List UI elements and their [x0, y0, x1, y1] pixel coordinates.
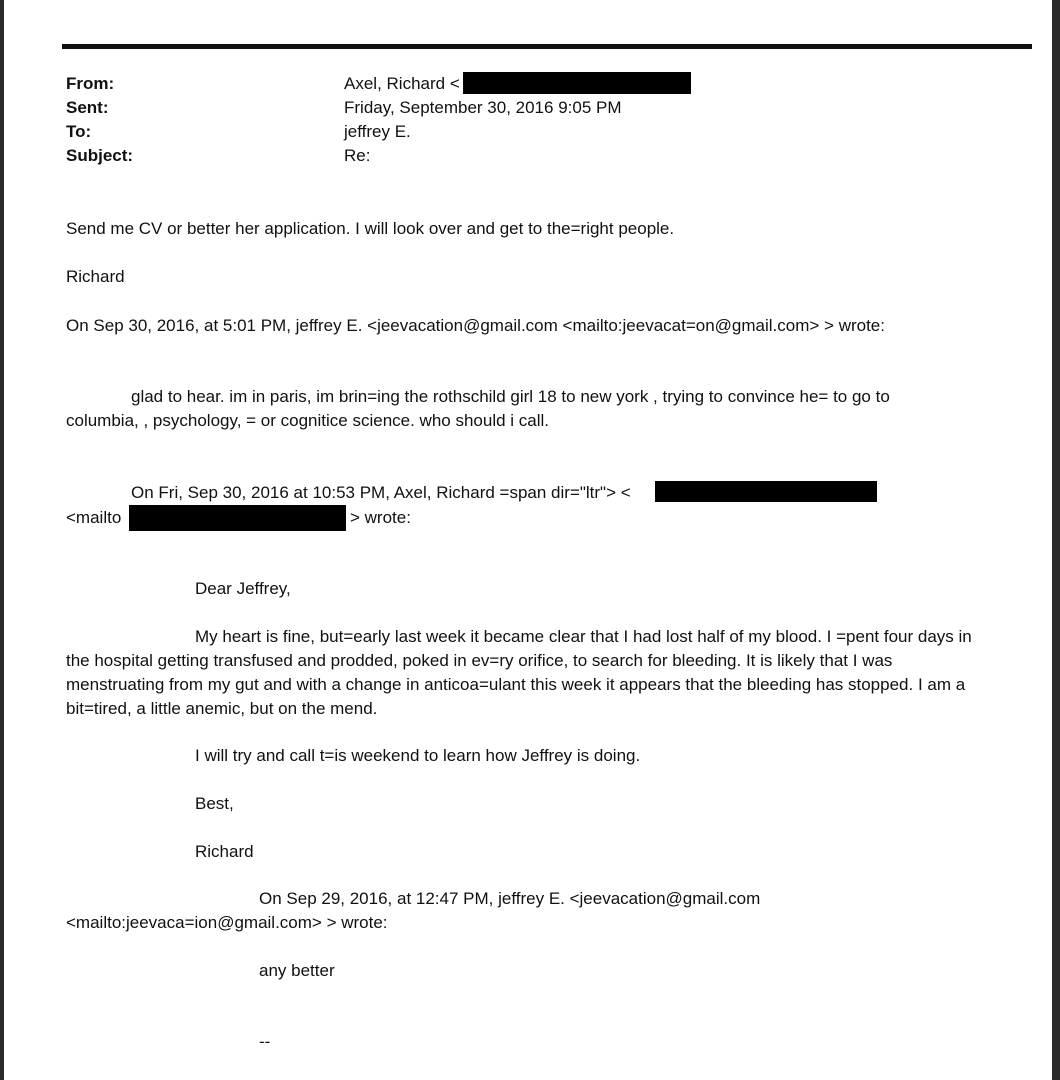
- signature: Richard: [195, 842, 254, 861]
- call-line: I will try and call t=is weekend to learn how Jeffrey is doing.: [195, 746, 641, 765]
- to-value: jeffrey E.: [344, 122, 411, 141]
- sent-label: Sent:: [66, 98, 109, 117]
- quote-header: On Sep 29, 2016, at 12:47 PM, jeffrey E. <jeevacation@gmail.com: [259, 889, 761, 908]
- paragraph-line: My heart is fine, but=early last week it became clear that I had lost half of my blood. I =pent four days in: [195, 627, 972, 646]
- page-frame-left: [0, 0, 4, 1080]
- quote-header: <mailto: [66, 508, 122, 527]
- reply-text: Send me CV or better her application. I will look over and get to the=right people.: [66, 219, 675, 238]
- paragraph-line: menstruating from my gut and with a change in anticoa=ulant this week it appears that the bleeding has stopped. I am a: [66, 675, 966, 694]
- quote-header: <mailto:jeevaca=ion@gmail.com> > wrote:: [66, 913, 388, 932]
- subject-label: Subject:: [66, 146, 134, 165]
- quote-header: On Fri, Sep 30, 2016 at 10:53 PM, Axel, Richard =span dir="ltr"> <: [131, 483, 631, 502]
- paragraph-line: the hospital getting transfused and prodded, poked in ev=ry orifice, to search for bleeding. It is likely that I was: [66, 651, 893, 670]
- redaction-bar: [655, 481, 877, 502]
- quoted-text-line: columbia, , psychology, = or cognitice science. who should i call.: [66, 411, 550, 430]
- redaction-bar: [129, 505, 346, 531]
- from-label: From:: [66, 74, 115, 93]
- page-frame-right: [1052, 0, 1060, 1080]
- quoted-text-line: glad to hear. im in paris, im brin=ing the rothschild girl 18 to new york , trying to convince he= to go to: [131, 387, 890, 406]
- from-value: Axel, Richard <: [344, 74, 460, 93]
- paragraph-line: bit=tired, a little anemic, but on the mend.: [66, 699, 378, 718]
- header-rule: [62, 44, 1032, 49]
- signature: Richard: [66, 267, 125, 286]
- closing: Best,: [195, 794, 234, 813]
- quoted-text-line: any better: [259, 961, 335, 980]
- to-label: To:: [66, 122, 92, 141]
- quote-header: > wrote:: [350, 508, 411, 527]
- greeting: Dear Jeffrey,: [195, 579, 291, 598]
- separator-dashes: --: [259, 1032, 271, 1051]
- subject-value: Re:: [344, 146, 371, 165]
- redaction-bar: [463, 72, 691, 94]
- quote-header: On Sep 30, 2016, at 5:01 PM, jeffrey E. <jeevacation@gmail.com <mailto:jeevacat=on@gmail.com> > wrote:: [66, 316, 885, 335]
- sent-value: Friday, September 30, 2016 9:05 PM: [344, 98, 622, 117]
